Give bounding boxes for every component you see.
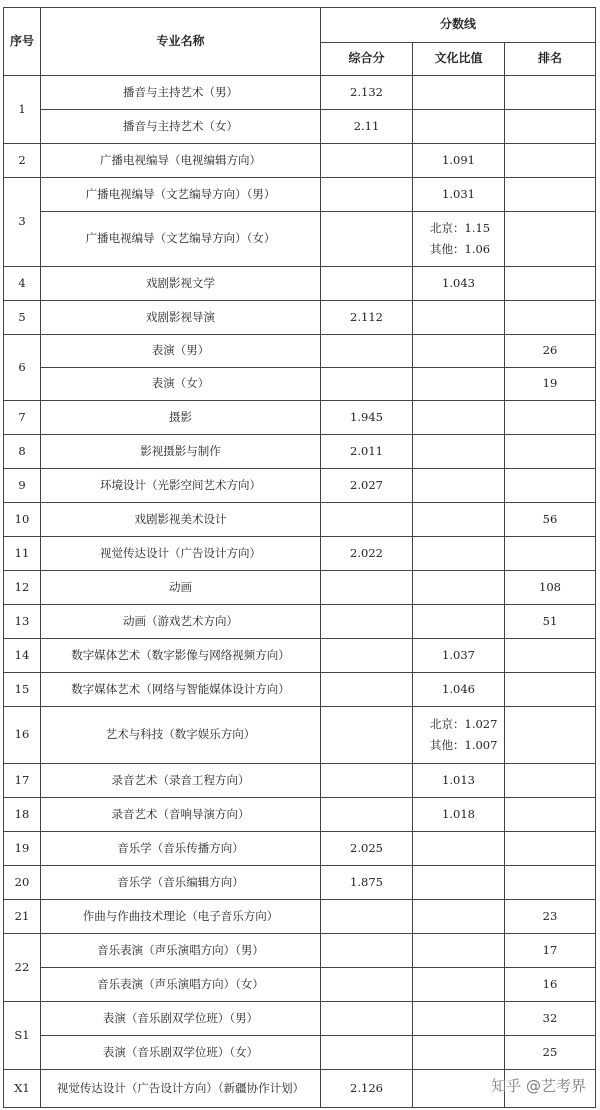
ratio-cell xyxy=(413,900,505,934)
table-row xyxy=(4,673,596,707)
name-cell: 音乐学（音乐传播方向） xyxy=(41,832,321,866)
name-cell: 艺术与科技（数字娱乐方向） xyxy=(41,707,321,764)
ratio-cell xyxy=(413,537,505,571)
name-cell: 视觉传达设计（广告设计方向） xyxy=(41,537,321,571)
seq-cell: 19 xyxy=(4,832,41,866)
name-cell: 动画（游戏艺术方向） xyxy=(41,605,321,639)
seq-cell: 14 xyxy=(4,639,41,673)
rank-cell xyxy=(505,469,596,503)
name-cell: 数字媒体艺术（网络与智能媒体设计方向） xyxy=(41,673,321,707)
rank-cell: 51 xyxy=(505,605,596,639)
ratio-cell xyxy=(413,1002,505,1036)
table-row xyxy=(4,537,596,571)
rank-cell xyxy=(505,639,596,673)
seq-cell: 5 xyxy=(4,301,41,335)
table-row xyxy=(4,798,596,832)
rank-cell xyxy=(505,537,596,571)
total-cell xyxy=(321,707,413,764)
rank-cell: 25 xyxy=(505,1036,596,1070)
rank-cell: 32 xyxy=(505,1002,596,1036)
total-cell xyxy=(321,368,413,401)
rank-cell xyxy=(505,401,596,435)
seq-cell: 2 xyxy=(4,144,41,178)
ratio-cell xyxy=(413,503,505,537)
table-row xyxy=(4,968,596,1002)
name-cell: 表演（男） xyxy=(41,335,321,368)
total-cell xyxy=(321,968,413,1002)
table-row xyxy=(4,435,596,469)
total-cell xyxy=(321,178,413,212)
name-cell: 广播电视编导（电视编辑方向） xyxy=(41,144,321,178)
seq-cell: 7 xyxy=(4,401,41,435)
name-cell: 表演（音乐剧双学位班）（男） xyxy=(41,1002,321,1036)
total-cell: 2.025 xyxy=(321,832,413,866)
table-row xyxy=(4,764,596,798)
seq-cell: 13 xyxy=(4,605,41,639)
ratio-cell xyxy=(413,605,505,639)
score-table xyxy=(3,7,596,1108)
name-cell: 戏剧影视导演 xyxy=(41,301,321,335)
ratio-cell xyxy=(413,707,505,764)
total-cell: 2.011 xyxy=(321,435,413,469)
table-row xyxy=(4,401,596,435)
name-cell: 影视摄影与制作 xyxy=(41,435,321,469)
name-cell: 视觉传达设计（广告设计方向）（新疆协作计划） xyxy=(41,1070,321,1108)
total-cell: 2.112 xyxy=(321,301,413,335)
rank-cell xyxy=(505,832,596,866)
name-cell: 动画 xyxy=(41,571,321,605)
header-group: 分数线 xyxy=(321,8,596,43)
seq-cell: 4 xyxy=(4,267,41,301)
header-name: 专业名称 xyxy=(41,8,321,76)
total-cell xyxy=(321,639,413,673)
name-cell: 数字媒体艺术（数字影像与网络视频方向） xyxy=(41,639,321,673)
name-cell: 广播电视编导（文艺编导方向）（女） xyxy=(41,212,321,267)
zhihu-watermark: 知乎 @艺考界 xyxy=(491,1077,586,1095)
rank-cell xyxy=(505,212,596,267)
rank-cell: 16 xyxy=(505,968,596,1002)
ratio-cell: 1.091 xyxy=(413,144,505,178)
table-row xyxy=(4,76,596,110)
ratio-cell xyxy=(413,1036,505,1070)
total-cell xyxy=(321,267,413,301)
table-row xyxy=(4,639,596,673)
seq-cell: 20 xyxy=(4,866,41,900)
ratio-beijing: 北京：1.027 xyxy=(430,717,498,731)
ratio-cell xyxy=(413,212,505,267)
seq-cell: 21 xyxy=(4,900,41,934)
total-cell xyxy=(321,212,413,267)
name-cell: 音乐学（音乐编辑方向） xyxy=(41,866,321,900)
rank-cell xyxy=(505,76,596,110)
total-cell xyxy=(321,764,413,798)
ratio-cell xyxy=(413,301,505,335)
rank-cell xyxy=(505,707,596,764)
seq-cell: X1 xyxy=(4,1070,41,1108)
total-cell: 1.945 xyxy=(321,401,413,435)
total-cell: 2.132 xyxy=(321,76,413,110)
total-cell xyxy=(321,900,413,934)
name-cell: 播音与主持艺术（女） xyxy=(41,110,321,144)
total-cell: 2.022 xyxy=(321,537,413,571)
ratio-cell xyxy=(413,110,505,144)
ratio-cell xyxy=(413,435,505,469)
name-cell: 表演（女） xyxy=(41,368,321,401)
rank-cell xyxy=(505,866,596,900)
seq-cell: 1 xyxy=(4,76,41,144)
name-cell: 录音艺术（音响导演方向） xyxy=(41,798,321,832)
table-row xyxy=(4,267,596,301)
name-cell: 音乐表演（声乐演唱方向）（女） xyxy=(41,968,321,1002)
seq-cell: 22 xyxy=(4,934,41,1002)
total-cell xyxy=(321,1002,413,1036)
name-cell: 作曲与作曲技术理论（电子音乐方向） xyxy=(41,900,321,934)
table-row xyxy=(4,301,596,335)
ratio-cell xyxy=(413,832,505,866)
name-cell: 环境设计（光影空间艺术方向） xyxy=(41,469,321,503)
table-row xyxy=(4,571,596,605)
rank-cell: 23 xyxy=(505,900,596,934)
header-ratio: 文化比值 xyxy=(413,43,505,76)
total-cell xyxy=(321,503,413,537)
table-row xyxy=(4,335,596,368)
seq-cell: 16 xyxy=(4,707,41,764)
total-cell xyxy=(321,144,413,178)
total-cell xyxy=(321,934,413,968)
table-row xyxy=(4,707,596,764)
total-cell xyxy=(321,673,413,707)
name-cell: 播音与主持艺术（男） xyxy=(41,76,321,110)
rank-cell: 56 xyxy=(505,503,596,537)
rank-cell: 26 xyxy=(505,335,596,368)
ratio-cell: 1.018 xyxy=(413,798,505,832)
total-cell: 2.11 xyxy=(321,110,413,144)
table-row xyxy=(4,605,596,639)
ratio-cell: 1.031 xyxy=(413,178,505,212)
ratio-beijing: 北京：1.15 xyxy=(430,221,491,235)
table-row xyxy=(4,1036,596,1070)
table-row xyxy=(4,832,596,866)
rank-cell: 17 xyxy=(505,934,596,968)
ratio-cell xyxy=(413,866,505,900)
rank-cell: 108 xyxy=(505,571,596,605)
ratio-cell: 1.037 xyxy=(413,639,505,673)
ratio-cell xyxy=(413,968,505,1002)
ratio-cell: 1.046 xyxy=(413,673,505,707)
rank-cell xyxy=(505,267,596,301)
header-rank: 排名 xyxy=(505,43,596,76)
total-cell xyxy=(321,335,413,368)
seq-cell: 3 xyxy=(4,178,41,267)
rank-cell xyxy=(505,435,596,469)
total-cell: 2.027 xyxy=(321,469,413,503)
total-cell xyxy=(321,571,413,605)
table-row xyxy=(4,178,596,212)
seq-cell: 18 xyxy=(4,798,41,832)
name-cell: 广播电视编导（文艺编导方向）（男） xyxy=(41,178,321,212)
ratio-cell xyxy=(413,368,505,401)
name-cell: 音乐表演（声乐演唱方向）（男） xyxy=(41,934,321,968)
total-cell: 2.126 xyxy=(321,1070,413,1108)
seq-cell: 9 xyxy=(4,469,41,503)
ratio-other: 其他：1.007 xyxy=(430,738,498,752)
total-cell xyxy=(321,798,413,832)
table-row xyxy=(4,866,596,900)
rank-cell xyxy=(505,301,596,335)
name-cell: 表演（音乐剧双学位班）（女） xyxy=(41,1036,321,1070)
rank-cell xyxy=(505,144,596,178)
table-row xyxy=(4,900,596,934)
rank-cell xyxy=(505,798,596,832)
total-cell xyxy=(321,1036,413,1070)
seq-cell: 11 xyxy=(4,537,41,571)
ratio-cell xyxy=(413,571,505,605)
seq-cell: S1 xyxy=(4,1002,41,1070)
rank-cell xyxy=(505,764,596,798)
seq-cell: 8 xyxy=(4,435,41,469)
name-cell: 戏剧影视文学 xyxy=(41,267,321,301)
seq-cell: 12 xyxy=(4,571,41,605)
seq-cell: 17 xyxy=(4,764,41,798)
header-seq: 序号 xyxy=(4,8,41,76)
table-row xyxy=(4,144,596,178)
table-row xyxy=(4,1002,596,1036)
table-row xyxy=(4,469,596,503)
ratio-other: 其他：1.06 xyxy=(430,242,491,256)
table-row xyxy=(4,503,596,537)
total-cell xyxy=(321,605,413,639)
table-row xyxy=(4,934,596,968)
ratio-cell: 1.043 xyxy=(413,267,505,301)
seq-cell: 10 xyxy=(4,503,41,537)
ratio-cell xyxy=(413,76,505,110)
seq-cell: 6 xyxy=(4,335,41,401)
seq-cell: 15 xyxy=(4,673,41,707)
ratio-cell xyxy=(413,401,505,435)
name-cell: 录音艺术（录音工程方向） xyxy=(41,764,321,798)
rank-cell xyxy=(505,178,596,212)
name-cell: 戏剧影视美术设计 xyxy=(41,503,321,537)
table-row xyxy=(4,212,596,267)
table-row xyxy=(4,368,596,401)
name-cell: 摄影 xyxy=(41,401,321,435)
ratio-cell xyxy=(413,469,505,503)
rank-cell xyxy=(505,673,596,707)
ratio-cell: 1.013 xyxy=(413,764,505,798)
rank-cell xyxy=(505,110,596,144)
total-cell: 1.875 xyxy=(321,866,413,900)
rank-cell: 19 xyxy=(505,368,596,401)
header-total: 综合分 xyxy=(321,43,413,76)
ratio-cell xyxy=(413,934,505,968)
ratio-cell xyxy=(413,335,505,368)
table-row xyxy=(4,110,596,144)
